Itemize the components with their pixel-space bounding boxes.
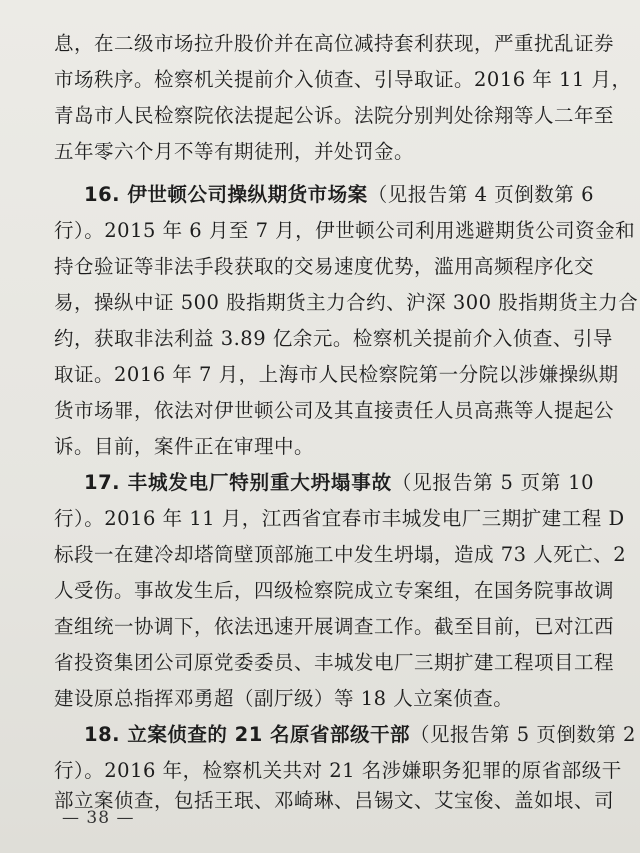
case-heading-17: 17. 丰城发电厂特别重大坍塌事故（见报告第 5 页第 10 [84, 471, 594, 494]
text-line: 行）。2015 年 6 月至 7 月，伊世顿公司利用逃避期货公司资金和 [54, 219, 636, 242]
text-line: 诉。目前，案件正在审理中。 [54, 435, 315, 458]
text-line: 查组统一协调下，依法迅速开展调查工作。截至目前，已对江西 [54, 615, 615, 638]
text-line: 持仓验证等非法手段获取的交易速度优势，滥用高频程序化交 [54, 255, 595, 278]
text-line: 人受伤。事故发生后，四级检察院成立专案组，在国务院事故调 [54, 579, 615, 602]
case-heading-16: 16. 伊世顿公司操纵期货市场案（见报告第 4 页倒数第 6 [84, 183, 594, 206]
text-line: 标段一在建冷却塔筒壁顶部施工中发生坍塌，造成 73 人死亡、2 [54, 543, 627, 566]
text-line: 部立案侦查，包括王珉、邓崎琳、吕锡文、艾宝俊、盖如垠、司 [54, 789, 615, 812]
text-line: 省投资集团公司原党委委员、丰城发电厂三期扩建工程项目工程 [54, 651, 615, 674]
case-title: 16. 伊世顿公司操纵期货市场案 [84, 183, 368, 206]
text-line: 行）。2016 年，检察机关共对 21 名涉嫌职务犯罪的原省部级干 [54, 759, 622, 782]
text-line: 货市场罪，依法对伊世顿公司及其直接责任人员高燕等人提起公 [54, 399, 615, 422]
text-line: 行）。2016 年 11 月，江西省宜春市丰城发电厂三期扩建工程 D [54, 507, 625, 530]
case-title: 18. 立案侦查的 21 名原省部级干部 [84, 723, 411, 746]
text-line: 取证。2016 年 7 月，上海市人民检察院第一分院以涉嫌操纵期 [54, 363, 619, 386]
text-line: 市场秩序。检察机关提前介入侦查、引导取证。2016 年 11 月， [54, 68, 632, 91]
case-title: 17. 丰城发电厂特别重大坍塌事故 [84, 471, 392, 494]
page-number: — 38 — [62, 808, 135, 828]
text-line: 五年零六个月不等有期徒刑，并处罚金。 [54, 140, 415, 163]
text-line: 建设原总指挥邓勇超（副厅级）等 18 人立案侦查。 [54, 687, 514, 710]
text-line: 青岛市人民检察院依法提起公诉。法院分别判处徐翔等人二年至 [54, 104, 615, 127]
case-heading-18: 18. 立案侦查的 21 名原省部级干部（见报告第 5 页倒数第 2 [84, 723, 636, 746]
text-line: 约，获取非法利益 3.89 亿余元。检察机关提前介入侦查、引导 [54, 327, 613, 350]
text-line: 息，在二级市场拉升股价并在高位减持套利获现，严重扰乱证券 [54, 32, 615, 55]
text-line: 易，操纵中证 500 股指期货主力合约、沪深 300 股指期货主力合 [54, 291, 639, 314]
